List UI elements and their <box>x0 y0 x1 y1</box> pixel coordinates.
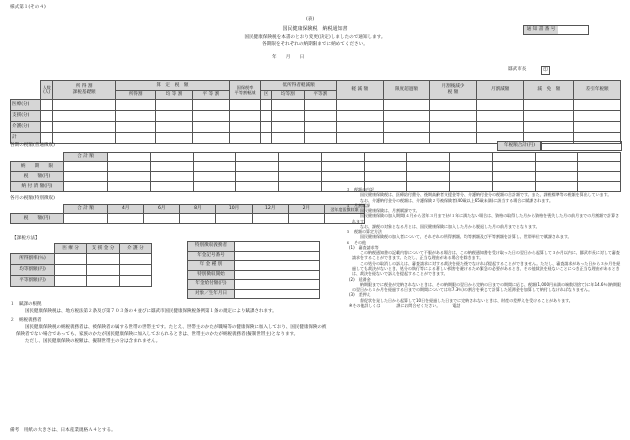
header-low-per-household: 平等割 <box>304 91 337 100</box>
rate-medical: 医 療 分 <box>55 244 87 254</box>
info-pension-type: 年 金 種 別 <box>188 261 235 271</box>
table-row <box>11 276 152 287</box>
table-row <box>11 254 152 265</box>
rates-label: 【課税方法】 <box>12 236 40 241</box>
note-seizure-body: 督促状を発した日から起算して10日を経過した日までに完納されないときは、財産の差押えを受けることがあります。 <box>352 297 573 303</box>
info-collection-start: 特別徴収開始 <box>188 270 235 280</box>
table-row <box>188 261 320 271</box>
mayor-name: 鄒武市長 <box>508 67 527 72</box>
note-breakdown-care: なお、介護納付金分の税額は、介護保険２号被保険者(40歳以上65歳未満)に該当する場合に賦課されます。 <box>352 197 553 203</box>
header-income-levy: 所得割 <box>116 91 156 100</box>
row-label-tax-amount: 税 額(円) <box>11 172 64 182</box>
header-limit-excess: 限度超過額 <box>383 81 430 100</box>
row-label-medical: 医療(分) <box>11 100 41 111</box>
row-label-due-date: 納 期 限 <box>11 162 64 172</box>
table-row <box>188 289 320 299</box>
table-row <box>188 251 320 261</box>
month-8: 8月 <box>180 205 216 214</box>
header-income-base: 所 得 割 課税基礎額 <box>53 81 116 100</box>
table-row <box>11 172 621 182</box>
header-low-per-capita: 均等割 <box>272 91 305 100</box>
note-method-heading: ５ 税額の算定方法 <box>346 229 382 235</box>
note-monthly-heading: ４ 月割賦課 <box>346 202 370 208</box>
month-4: 4月 <box>108 205 144 214</box>
note-taxpayer-heading: ２ 納税義務者 <box>10 317 42 323</box>
row-label-support: 支援(分) <box>11 111 41 122</box>
assessment-table <box>10 80 621 144</box>
footer-note: 備考 用紙の大きさは、日本産業規格Ａ４とする。 <box>10 428 116 433</box>
header-category: 区 <box>261 91 272 100</box>
header-per-household: 平 等 割 <box>192 91 229 100</box>
rate-row-per-capita: 均等割額(円) <box>11 265 55 276</box>
header-low-income-group: 低所得者軽減額 <box>261 81 337 91</box>
month-2: 2月 <box>288 205 324 214</box>
row-label-paid-amount: 納 付 済 額(円) <box>11 182 64 192</box>
info-pension-amount: 年金給付額(円) <box>188 280 235 290</box>
obverse-label: (表) <box>306 17 315 22</box>
rate-support: 支 援 金 分 <box>87 244 119 254</box>
annual-total-value <box>540 141 622 151</box>
left-notes <box>10 302 328 346</box>
header-monthly-decrease: 月割後減少 税 額 <box>430 81 477 100</box>
table-row <box>188 280 320 290</box>
special-section-label: 各月の税額(特別徴収) <box>10 196 55 201</box>
table-row <box>11 214 365 224</box>
header-levy-group: 算 定 税 額 <box>116 81 230 91</box>
note-appeal-heading: (1) 審査請求等 <box>349 244 379 250</box>
note-monthly-body3: なお、課税の対象となる月とは、国民健康保険に加入した月から脱退した月の前月までとなります。 <box>352 223 540 229</box>
header-exemption: 減 免 額 <box>524 81 574 100</box>
rate-row-per-household: 平等割額(円) <box>11 276 55 287</box>
seal-mark: 印 <box>541 66 550 75</box>
special-info-table <box>187 241 320 299</box>
table-row <box>188 270 320 280</box>
special-table <box>10 204 365 224</box>
info-pension-code: 年金記号番号 <box>188 251 235 261</box>
rate-care: 介 護 分 <box>119 244 151 254</box>
annual-total-label: 年税額合計(円) <box>497 141 542 151</box>
table-row <box>11 162 621 172</box>
note-appeal-body2: この処分の取消しの訴えは、審査請求に対する裁決を経た後でなければ提起することができません。ただし、審査請求があった日から３か月を経過しても裁決がないとき、処分の執行等による著しい損害を避けるため緊急の必要があるとき、その他裁決を経ないことにつき正当な理由があるときは、裁決を経ないで訴えを提起することができます。 <box>352 260 621 277</box>
table-row <box>11 265 152 276</box>
month-10: 10月 <box>216 205 252 214</box>
note-late-body: 納期限までに税金が完納されないときは、その納期限の翌日から完納の日までの期間に応じ、税額(1,000円未満の端数切捨て)に年14.6％(納期限の翌日から１か月を経過する日までの期間については年7.3％)の割合を乗じて計算した延滞金を加算して納付しなければなりません。 <box>352 281 622 293</box>
intro-line-1: 国民健康保険税を本書のとおり変更(決定)しましたので通知します。 <box>244 35 386 40</box>
header-monthly-reduction: 月割減額 <box>476 81 524 100</box>
note-taxpayer-exception: ただし、国民健康保険の税額は、擬制世帯主の分は含まれません。 <box>16 338 161 344</box>
right-notes <box>346 187 622 308</box>
note-other-heading: ６ その他 <box>346 239 366 245</box>
header-per-capita: 均 等 割 <box>156 91 193 100</box>
table-row <box>188 242 320 252</box>
info-subject-dob: 対象／生年月日 <box>188 289 235 299</box>
next-fy-provisional: 翌年度仮徴収額 <box>325 205 365 214</box>
ordinary-section-label: 各期の税額(普通徴収) <box>10 143 55 148</box>
note-basis-heading: １ 賦課の根拠 <box>10 302 42 307</box>
ordinary-total-label: 合 計 額 <box>64 153 108 162</box>
special-row-label: 税 額(円) <box>11 214 64 224</box>
note-contact: ※その他詳しくは 課にお問合せください。 電話 <box>349 302 461 308</box>
note-appeal-body1: この納税通知書の記載内容について不服がある場合は、この納税通知書を受け取った日の翌日から起算して３か月以内に、鄒武市長に対して審査請求をすることができます。ただし、正当な理由がある場合を除きます。 <box>352 250 620 261</box>
rate-row-income: 所得割率(％) <box>11 254 55 265</box>
note-monthly-body1: 国民健康保険は、月割賦課です。 <box>352 208 420 214</box>
row-label-care: 介護(分) <box>11 122 41 133</box>
ordinary-table <box>10 152 621 192</box>
row-label-total: 計 <box>11 133 41 144</box>
table-row <box>11 122 621 133</box>
header-reduction: 軽 減 額 <box>337 81 384 100</box>
note-breakdown-heading: ３ 税額の内訳 <box>346 187 374 192</box>
note-method-body: 国民健康保険税の加入者について、それぞれの所得割額、均等割額及び平等割額を計算し、世帯単位で賦課されます。 <box>352 234 572 240</box>
note-seizure-heading: (3) 差押え <box>349 292 371 298</box>
intro-line-2: 各期限をそれぞれの納期限までに納めてください。 <box>262 42 368 47</box>
note-breakdown-body: 国民健康保険税は、医療給付費分、後期高齢者支援金等分、介護納付金分の税額の合計額です。また、課税標準等の税額を算出しています。 <box>352 192 612 198</box>
month-12: 12月 <box>252 205 288 214</box>
header-persons: 人数(人) <box>41 81 53 100</box>
note-late-heading: (2) 延滞金 <box>349 276 371 282</box>
rates-table <box>10 243 152 287</box>
table-row <box>11 111 621 122</box>
corner-cell <box>11 81 41 100</box>
header-net-annual: 差引年税額 <box>574 81 621 100</box>
note-basis-body: 国民健康保険税は、地方税法第２条及び第７０３条の４並びに鄒武市国民健康保険税条例第１条の規定により賦課されます。 <box>16 308 277 314</box>
header-nhi-rate: 国保税率 平等割軽減 <box>229 81 260 100</box>
note-taxpayer-body: 国民健康保険税の納税義務者は、被保険者の属する世帯の世帯主です。たとえ、世帯主のかたが職場等の健康保険に加入しており、国民健康保険の被保険者でない場合であっても、家族のかたが国民健康保険に加入しておられるときは、世帯主のかたが納税義務者(擬制世帯主)となります。 <box>16 324 327 337</box>
notice-number-label: 通 知 書 番 号 <box>524 26 558 34</box>
note-monthly-body2: 国民健康保険の加入期間(４月から翌年３月まで)が１年に満たない場合は、資格の取得した月から資格を喪失した月の前月までの月割額で計算されます。 <box>352 213 620 224</box>
special-total-label: 合 計 額 <box>64 205 108 214</box>
table-row <box>11 100 621 111</box>
page-title: 国民健康保険税 納税通知書 <box>282 26 348 32</box>
notice-date: 年 月 日 <box>272 55 305 60</box>
info-obligor: 特別徴収義務者 <box>188 242 235 252</box>
month-6: 6月 <box>144 205 180 214</box>
form-number: 様式第１(その４) <box>10 5 46 10</box>
